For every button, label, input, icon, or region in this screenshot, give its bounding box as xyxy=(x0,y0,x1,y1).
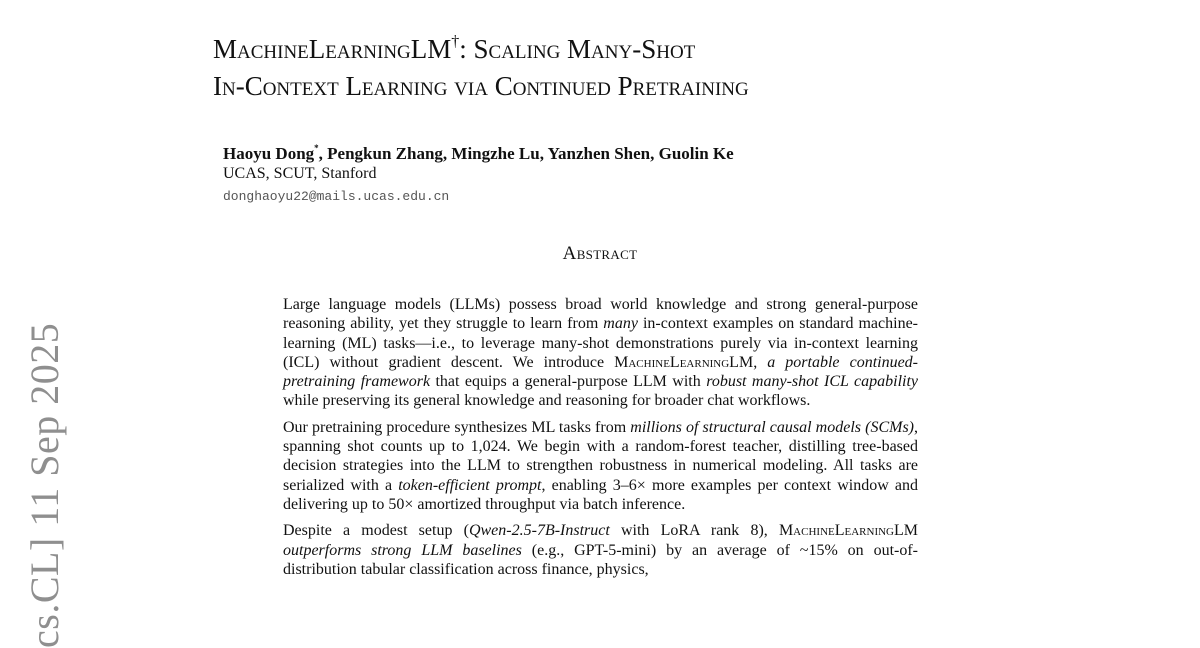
text-run: , enabling 3–6× more examples per context window and delivering up to 50× amortized throughput via batch inference. xyxy=(283,476,919,513)
arxiv-side-stamp: cs.CL] 11 Sep 2025 xyxy=(22,322,67,648)
emphasis: many xyxy=(603,315,638,333)
title-dagger: † xyxy=(451,33,460,50)
text-run: that equips a general-purpose LLM with xyxy=(430,373,707,391)
text-run: , spanning shot counts up to 1,024. We begin with a random-forest teacher, distilling tree-based decision strategies into the LLM to strengthen robustness in numerical modeling. All tasks are serialized with a xyxy=(283,418,919,494)
abstract-paragraph-2 xyxy=(283,418,918,514)
emphasis: Qwen-2.5-7B-Instruct xyxy=(468,522,610,540)
title-line-1 xyxy=(213,31,1013,68)
affiliations: UCAS, SCUT, Stanford xyxy=(223,165,377,182)
text-run: (e.g., GPT-5-mini) by an average of ~15% on out-of-distribution tabular classification across finance, physics, xyxy=(283,541,919,578)
text-run: in-context examples on standard machine-learning (ML) tasks—i.e., to leverage many-shot demonstrations purely via in-context learning (ICL) without gradient descent. We introduce xyxy=(283,315,918,371)
abstract-heading: Abstract xyxy=(562,243,638,264)
title-line-2: In-Context Learning via Continued Pretraining xyxy=(213,71,749,101)
author-list xyxy=(223,143,983,164)
first-author: Haoyu Dong xyxy=(223,144,315,163)
abstract-paragraph-3 xyxy=(283,521,918,579)
text-run: Large language models (LLMs) possess broad world knowledge and strong general-purpose reasoning ability, yet they struggle to learn from xyxy=(283,296,918,333)
author-email[interactable]: donghaoyu22@mails.ucas.edu.cn xyxy=(223,189,450,204)
title-rest: : Scaling Many-Shot xyxy=(459,34,696,64)
abstract-body xyxy=(283,295,918,586)
text-run: Despite a modest setup ( xyxy=(283,522,469,540)
first-author-mark: * xyxy=(314,143,319,153)
model-name: MachineLearningLM xyxy=(778,522,918,540)
model-name: MachineLearningLM xyxy=(614,353,754,371)
text-run: , xyxy=(753,353,768,371)
emphasis: outperforms strong LLM baselines xyxy=(283,541,522,559)
abstract-paragraph-1 xyxy=(283,295,918,411)
text-run: with LoRA rank 8), xyxy=(609,522,779,540)
emphasis: millions of structural causal models (SCMs) xyxy=(630,418,915,436)
emphasis: a portable continued-pretraining framework xyxy=(283,353,919,391)
emphasis: robust many-shot ICL capability xyxy=(706,373,919,391)
title-model-name: MachineLearningLM xyxy=(213,34,452,64)
text-run: while preserving its general knowledge and reasoning for broader chat workflows. xyxy=(283,392,811,410)
emphasis: token-efficient prompt xyxy=(398,476,542,494)
other-authors: , Pengkun Zhang, Mingzhe Lu, Yanzhen Shen, Guolin Ke xyxy=(318,144,734,163)
paper-title xyxy=(213,31,1013,105)
text-run: Our pretraining procedure synthesizes ML tasks from xyxy=(283,418,631,436)
